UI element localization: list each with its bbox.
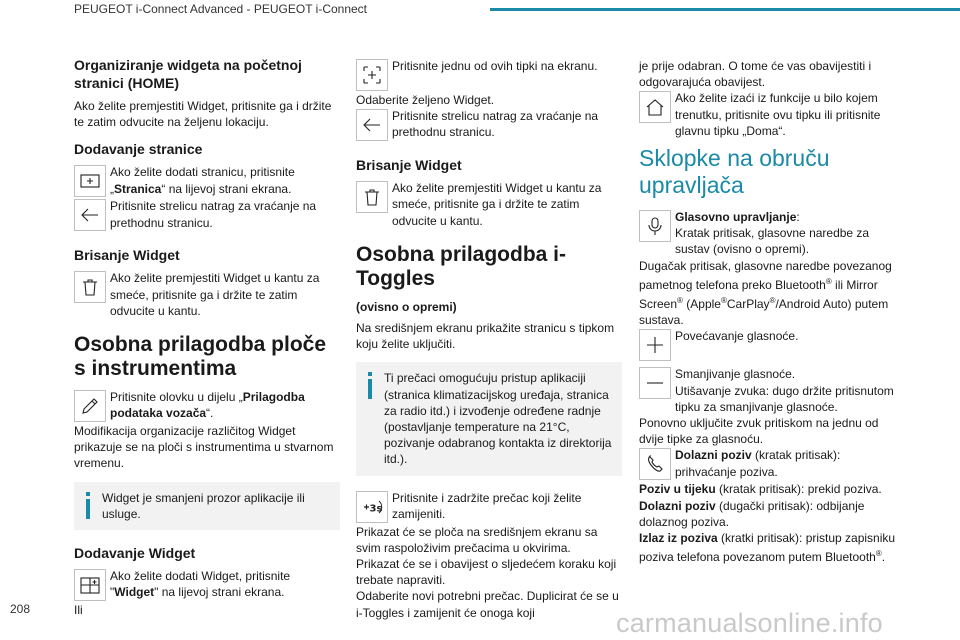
voice-long-1: Dugačak pritisak, glasovne naredbe povezanog pametnog telefona preko Bluetooth [639,258,892,292]
heading-home-widgets: Organiziranje widgeta na početnoj stranici (HOME) [74,57,302,91]
press-hold-text: Pritisnite i zadržite prečac koji želite zamijeniti. [392,490,582,521]
volume-down-row [639,366,905,415]
itoggles-p3: Odaberite novi potrebni prečac. Duplicirat će se u i-Toggles i zamijenit će onoga koji [356,589,619,620]
column-3 [639,58,905,565]
volume-down-1: Smanjivanje glasnoće. [675,367,796,382]
heading-itoggles: Osobna prilagodba i-Toggles [356,242,567,290]
info-icon [367,372,375,404]
add-page-icon [74,165,106,197]
plus-row [356,58,622,92]
add-widget-text [74,568,340,600]
voice-colon: : [796,210,800,225]
exit-call-text [639,530,905,565]
or-text: Ili [74,603,83,618]
plus-text: Pritisnite jednu od ovih tipki na ekranu. [392,59,598,73]
add-widget-icon [74,569,106,601]
add-page-text [74,164,340,196]
incoming-call-desc: (kratak pritisak): prihvaćanje poziva. [675,448,841,479]
info-note-2 [356,362,622,475]
optional-label: (ovisno o opremi) [356,299,457,314]
voice-long-5: /Android Auto) putem sustava. [639,297,889,328]
itoggles-intro: Na središnjem ekranu prikažite stranicu s tipkom koju želite uključiti. [356,321,615,352]
plus-square-icon [356,59,388,91]
info-note-text: Widget je smanjeni prozor aplikacije ili usluge. [102,490,305,521]
voice-long-3: (Apple [682,297,721,312]
back-text: Pritisnite strelicu natrag za vraćanje na prethodnu stranicu. [110,199,317,230]
volume-down-text [639,366,905,415]
column-2 [356,58,622,621]
pencil-text-c: “. [206,406,214,421]
info-icon [85,492,93,524]
select-widget-text: Odaberite željeno Widget. [356,93,495,107]
volume-down-2: Utišavanje zvuka: dugo držite pritisnutom tipku za smanjivanje glasnoće. [675,383,894,414]
pencil-icon [74,390,106,422]
heading-steering-switches: Sklopke na obruču upravljača [639,145,830,199]
reg-mark: ® [825,276,832,286]
reg-mark: ® [720,296,727,306]
minus-icon [639,367,671,399]
heading-delete-widget: Brisanje Widget [74,247,180,264]
volume-up-row [639,328,905,362]
trash-icon [356,181,388,213]
delete-text: Ako želite premjestiti Widget u kantu za smeće, pritisnite ga i držite te zatim odvucite u kantu. [110,271,320,318]
delete-row-2 [356,180,622,229]
reg-mark: ® [677,296,683,306]
voice-long-text [639,258,905,329]
home-text: Ako želite izaći iz funkcije u bilo kojem trenutku, pritisnite ovu tipku ili pritisnite glavnu tipku „Doma“. [675,91,881,138]
add-widget-keyword: Widget [114,585,155,600]
back-row-2 [356,108,622,142]
delete-row [74,270,340,319]
pencil-text-a: Pritisnite olovku u dijelu „ [110,390,243,405]
pencil-keyword: Prilagodba podataka vozača [110,390,305,421]
modification-text: Modifikacija organizacije različitog Widget prikazuje se na ploči s instrumentima u stvarnom vremenu. [74,424,334,471]
heading-instrument-panel: Osobna prilagodba ploče s instrumentima [74,333,327,381]
itoggles-p2: Prikazat će se i obavijest o sljedećem koraku koji trebate napraviti. [356,557,617,588]
column-1 [74,56,340,618]
heading-delete-widget-2: Brisanje Widget [356,157,462,174]
voice-row [639,209,905,258]
exit-call-desc: (kratki pritisak): pristup zapisniku poziva telefona povezanom putem Bluetooth [639,531,896,565]
reg-mark: ® [769,296,776,306]
home-row [639,90,905,139]
svg-text:3s: 3s [369,503,383,515]
microphone-icon [639,210,671,242]
home-icon [639,91,671,123]
heading-add-page: Dodavanje stranice [74,141,203,158]
running-header: PEUGEOT i-Connect Advanced - PEUGEOT i-Connect [74,2,368,16]
plus-icon [639,329,671,361]
incoming-call-text [639,447,905,479]
voice-keyword: Glasovno upravljanje [675,210,797,225]
voice-text [639,209,905,258]
add-page-keyword: Stranica [114,181,162,196]
exit-call-keyword: Izlaz iz poziva [639,531,718,546]
incoming-call-keyword: Dolazni poziv [675,448,752,463]
home-widget-text: Ako želite premjestiti Widget, pritisnite ga i držite te zatim odvucite na željenu lokaciju. [74,99,332,130]
exit-call-end: . [881,550,886,565]
press-hold-row [356,490,622,524]
pencil-text [74,389,340,421]
press-hold-3s-icon [356,491,388,523]
header-accent-bar [490,8,960,11]
reject-call-text [639,498,905,530]
info-note [74,482,340,530]
back-text-2: Pritisnite strelicu natrag za vraćanje na prethodnu stranicu. [392,109,599,140]
add-page-text-c: “ na lijevoj strani ekrana. [161,181,292,196]
reject-call-desc: (dugački pritisak): odbijanje dolaznog poziva. [639,498,865,529]
pencil-row [74,389,340,423]
continuation-text: je prije odabran. O tome će vas obavijestiti i odgovarajuća obavijest. [639,59,872,90]
page-number: 208 [10,602,31,616]
ongoing-call-text [639,481,905,497]
delete-text-2: Ako želite premjestiti Widget u kantu za smeće, pritisnite ga i držite te zatim odvucite u kantu. [392,181,602,228]
volume-up-text: Povećavanje glasnoće. [675,329,799,344]
reject-call-keyword: Dolazni poziv [639,498,716,513]
add-widget-text-c: " na lijevoj strani ekrana. [154,585,285,600]
voice-long-4: CarPlay [726,297,770,312]
heading-add-widget: Dodavanje Widget [74,545,196,562]
phone-icon [639,448,671,480]
ongoing-call-keyword: Poziv u tijeku [639,482,716,497]
add-widget-row [74,568,340,602]
itoggles-p1: Prikazat će se ploča na središnjem ekranu sa svim raspoloživim prečacima u okvirima. [356,524,598,555]
back-arrow-icon [74,199,106,231]
reg-mark: ® [875,549,882,559]
ongoing-call-desc: (kratak pritisak): prekid poziva. [715,482,882,497]
volume-unmute-text: Ponovno uključite zvuk pritiskom na jednu od dvije tipke za glasnoću. [639,416,879,447]
trash-icon [74,271,106,303]
add-page-row [74,164,340,198]
voice-long-2: ili Mirror Screen [639,277,878,312]
voice-short-text: Kratak pritisak, glasovne naredbe za sustav (ovisno o opremi). [675,226,870,257]
info-note-2-text: Ti prečaci omogućuju pristup aplikaciji (stranica klimatizacijskog uređaja, stranica za radio itd.) i izvođenje određene radnje (postavljanje temperature na 21°C, pozivanje odabranog kontakta iz direktorija itd.). [384,371,612,467]
add-page-text-a: Ako želite dodati stranicu, pritisnite „ [110,165,295,196]
back-arrow-icon [356,109,388,141]
back-row [74,198,340,232]
watermark: carmanualsonline.info [616,608,883,638]
call-row [639,447,905,481]
add-widget-text-a: Ako želite dodati Widget, pritisnite " [110,569,291,600]
